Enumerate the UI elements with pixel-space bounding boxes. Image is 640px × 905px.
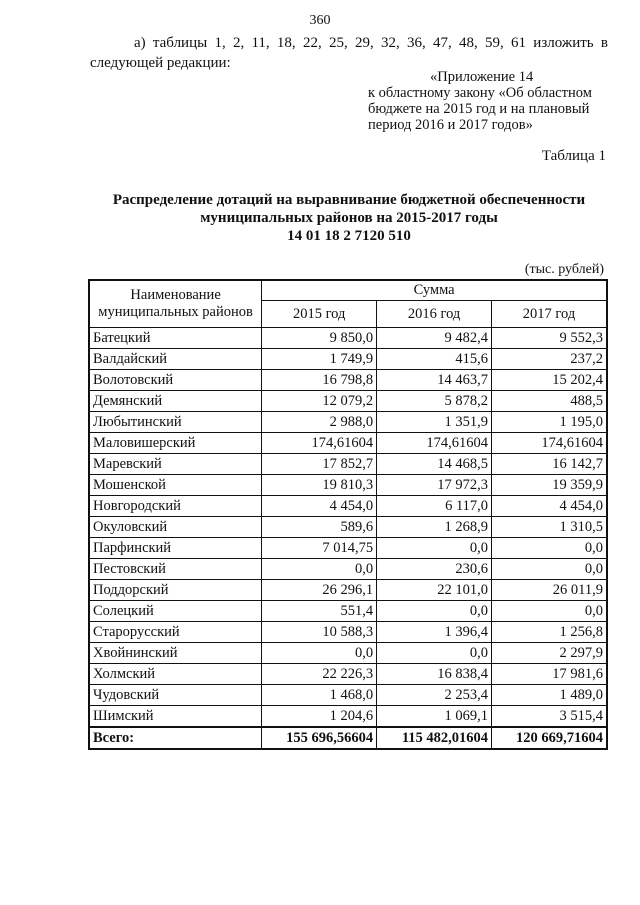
value-2016: 6 117,0 <box>377 496 492 517</box>
intro-paragraph <box>90 33 608 73</box>
value-2016: 0,0 <box>377 643 492 664</box>
table-body <box>89 328 607 750</box>
value-2015: 0,0 <box>262 643 377 664</box>
value-2015: 22 226,3 <box>262 664 377 685</box>
page-number: 360 <box>309 13 331 28</box>
table-row <box>89 559 607 580</box>
header-name-cell <box>89 280 262 328</box>
table-row <box>89 370 607 391</box>
title-line-1: Распределение дотаций на выравнивание бюджетной обеспеченности <box>112 192 586 208</box>
value-2017: 4 454,0 <box>492 496 607 517</box>
value-2016: 0,0 <box>377 601 492 622</box>
appendix-line-1: «Приложение 14 <box>430 69 534 85</box>
value-2015: 9 850,0 <box>262 328 377 349</box>
district-name: Новгородский <box>89 496 262 517</box>
value-2017: 15 202,4 <box>492 370 607 391</box>
district-name: Батецкий <box>89 328 262 349</box>
district-name: Поддорский <box>89 580 262 601</box>
table-row <box>89 685 607 706</box>
table-row <box>89 349 607 370</box>
total-2015: 155 696,56604 <box>262 727 377 749</box>
value-2017: 1 256,8 <box>492 622 607 643</box>
value-2016: 415,6 <box>377 349 492 370</box>
units-label: (тыс. рублей) <box>524 262 604 277</box>
table-row <box>89 643 607 664</box>
district-name: Демянский <box>89 391 262 412</box>
table-row <box>89 664 607 685</box>
value-2017: 3 515,4 <box>492 706 607 728</box>
appendix-line-4: период 2016 и 2017 годов» <box>368 117 533 133</box>
value-2017: 17 981,6 <box>492 664 607 685</box>
total-label: Всего: <box>89 727 262 749</box>
value-2016: 2 253,4 <box>377 685 492 706</box>
value-2016: 14 468,5 <box>377 454 492 475</box>
value-2015: 1 468,0 <box>262 685 377 706</box>
table-row <box>89 454 607 475</box>
table-row <box>89 496 607 517</box>
value-2016: 5 878,2 <box>377 391 492 412</box>
value-2017: 0,0 <box>492 538 607 559</box>
value-2015: 26 296,1 <box>262 580 377 601</box>
value-2017: 1 489,0 <box>492 685 607 706</box>
district-name: Солецкий <box>89 601 262 622</box>
value-2017: 488,5 <box>492 391 607 412</box>
district-name: Валдайский <box>89 349 262 370</box>
value-2015: 7 014,75 <box>262 538 377 559</box>
table-row <box>89 538 607 559</box>
header-year-2015: 2015 год <box>262 301 377 328</box>
value-2015: 16 798,8 <box>262 370 377 391</box>
district-name: Мошенской <box>89 475 262 496</box>
value-2017: 16 142,7 <box>492 454 607 475</box>
value-2015: 10 588,3 <box>262 622 377 643</box>
table-row <box>89 580 607 601</box>
header-name-line-2: муниципальных районов <box>98 304 253 320</box>
district-name: Окуловский <box>89 517 262 538</box>
district-name: Холмский <box>89 664 262 685</box>
value-2016: 17 972,3 <box>377 475 492 496</box>
value-2015: 2 988,0 <box>262 412 377 433</box>
value-2017: 237,2 <box>492 349 607 370</box>
district-name: Любытинский <box>89 412 262 433</box>
intro-line-2: следующей редакции: <box>90 55 231 71</box>
table-row <box>89 706 607 728</box>
table-row <box>89 475 607 496</box>
value-2015: 17 852,7 <box>262 454 377 475</box>
title-line-2: муниципальных районов на 2015-2017 годы <box>200 210 498 226</box>
value-2015: 1 749,9 <box>262 349 377 370</box>
value-2017: 0,0 <box>492 601 607 622</box>
value-2016: 9 482,4 <box>377 328 492 349</box>
value-2015: 1 204,6 <box>262 706 377 728</box>
subsidy-table <box>88 279 608 750</box>
value-2016: 14 463,7 <box>377 370 492 391</box>
value-2015: 174,61604 <box>262 433 377 454</box>
value-2015: 551,4 <box>262 601 377 622</box>
table-label: Таблица 1 <box>541 148 606 164</box>
district-name: Чудовский <box>89 685 262 706</box>
value-2016: 0,0 <box>377 538 492 559</box>
district-name: Шимский <box>89 706 262 728</box>
district-name: Парфинский <box>89 538 262 559</box>
intro-line-1: а) таблицы 1, 2, 11, 18, 22, 25, 29, 32, 36, 47, 48, 59, 61 изложить в <box>134 35 608 51</box>
district-name: Маревский <box>89 454 262 475</box>
header-name-line-1: Наименование <box>130 287 221 303</box>
header-sum: Сумма <box>262 280 607 301</box>
district-name: Старорусский <box>89 622 262 643</box>
value-2017: 26 011,9 <box>492 580 607 601</box>
appendix-line-3: бюджете на 2015 год и на плановый <box>368 101 590 117</box>
total-row <box>89 727 607 749</box>
value-2015: 12 079,2 <box>262 391 377 412</box>
value-2015: 4 454,0 <box>262 496 377 517</box>
value-2016: 1 351,9 <box>377 412 492 433</box>
value-2017: 19 359,9 <box>492 475 607 496</box>
value-2016: 22 101,0 <box>377 580 492 601</box>
table-row <box>89 601 607 622</box>
value-2016: 1 069,1 <box>377 706 492 728</box>
district-name: Пестовский <box>89 559 262 580</box>
value-2017: 1 310,5 <box>492 517 607 538</box>
value-2017: 174,61604 <box>492 433 607 454</box>
value-2017: 2 297,9 <box>492 643 607 664</box>
table-row <box>89 433 607 454</box>
value-2016: 174,61604 <box>377 433 492 454</box>
title-line-3: 14 01 18 2 7120 510 <box>287 228 411 244</box>
total-2017: 120 669,71604 <box>492 727 607 749</box>
header-year-2017: 2017 год <box>492 301 607 328</box>
header-year-2016: 2016 год <box>377 301 492 328</box>
value-2016: 230,6 <box>377 559 492 580</box>
district-name: Маловишерский <box>89 433 262 454</box>
value-2017: 9 552,3 <box>492 328 607 349</box>
district-name: Хвойнинский <box>89 643 262 664</box>
value-2016: 16 838,4 <box>377 664 492 685</box>
total-2016: 115 482,01604 <box>377 727 492 749</box>
value-2016: 1 396,4 <box>377 622 492 643</box>
district-name: Волотовский <box>89 370 262 391</box>
value-2016: 1 268,9 <box>377 517 492 538</box>
appendix-line-2: к областному закону «Об областном <box>368 85 592 101</box>
value-2017: 0,0 <box>492 559 607 580</box>
table-row <box>89 391 607 412</box>
table-title <box>90 191 608 245</box>
value-2015: 19 810,3 <box>262 475 377 496</box>
table-row <box>89 328 607 349</box>
value-2017: 1 195,0 <box>492 412 607 433</box>
table-row <box>89 517 607 538</box>
table-row <box>89 412 607 433</box>
appendix-reference <box>368 69 618 133</box>
value-2015: 0,0 <box>262 559 377 580</box>
table-row <box>89 622 607 643</box>
value-2015: 589,6 <box>262 517 377 538</box>
